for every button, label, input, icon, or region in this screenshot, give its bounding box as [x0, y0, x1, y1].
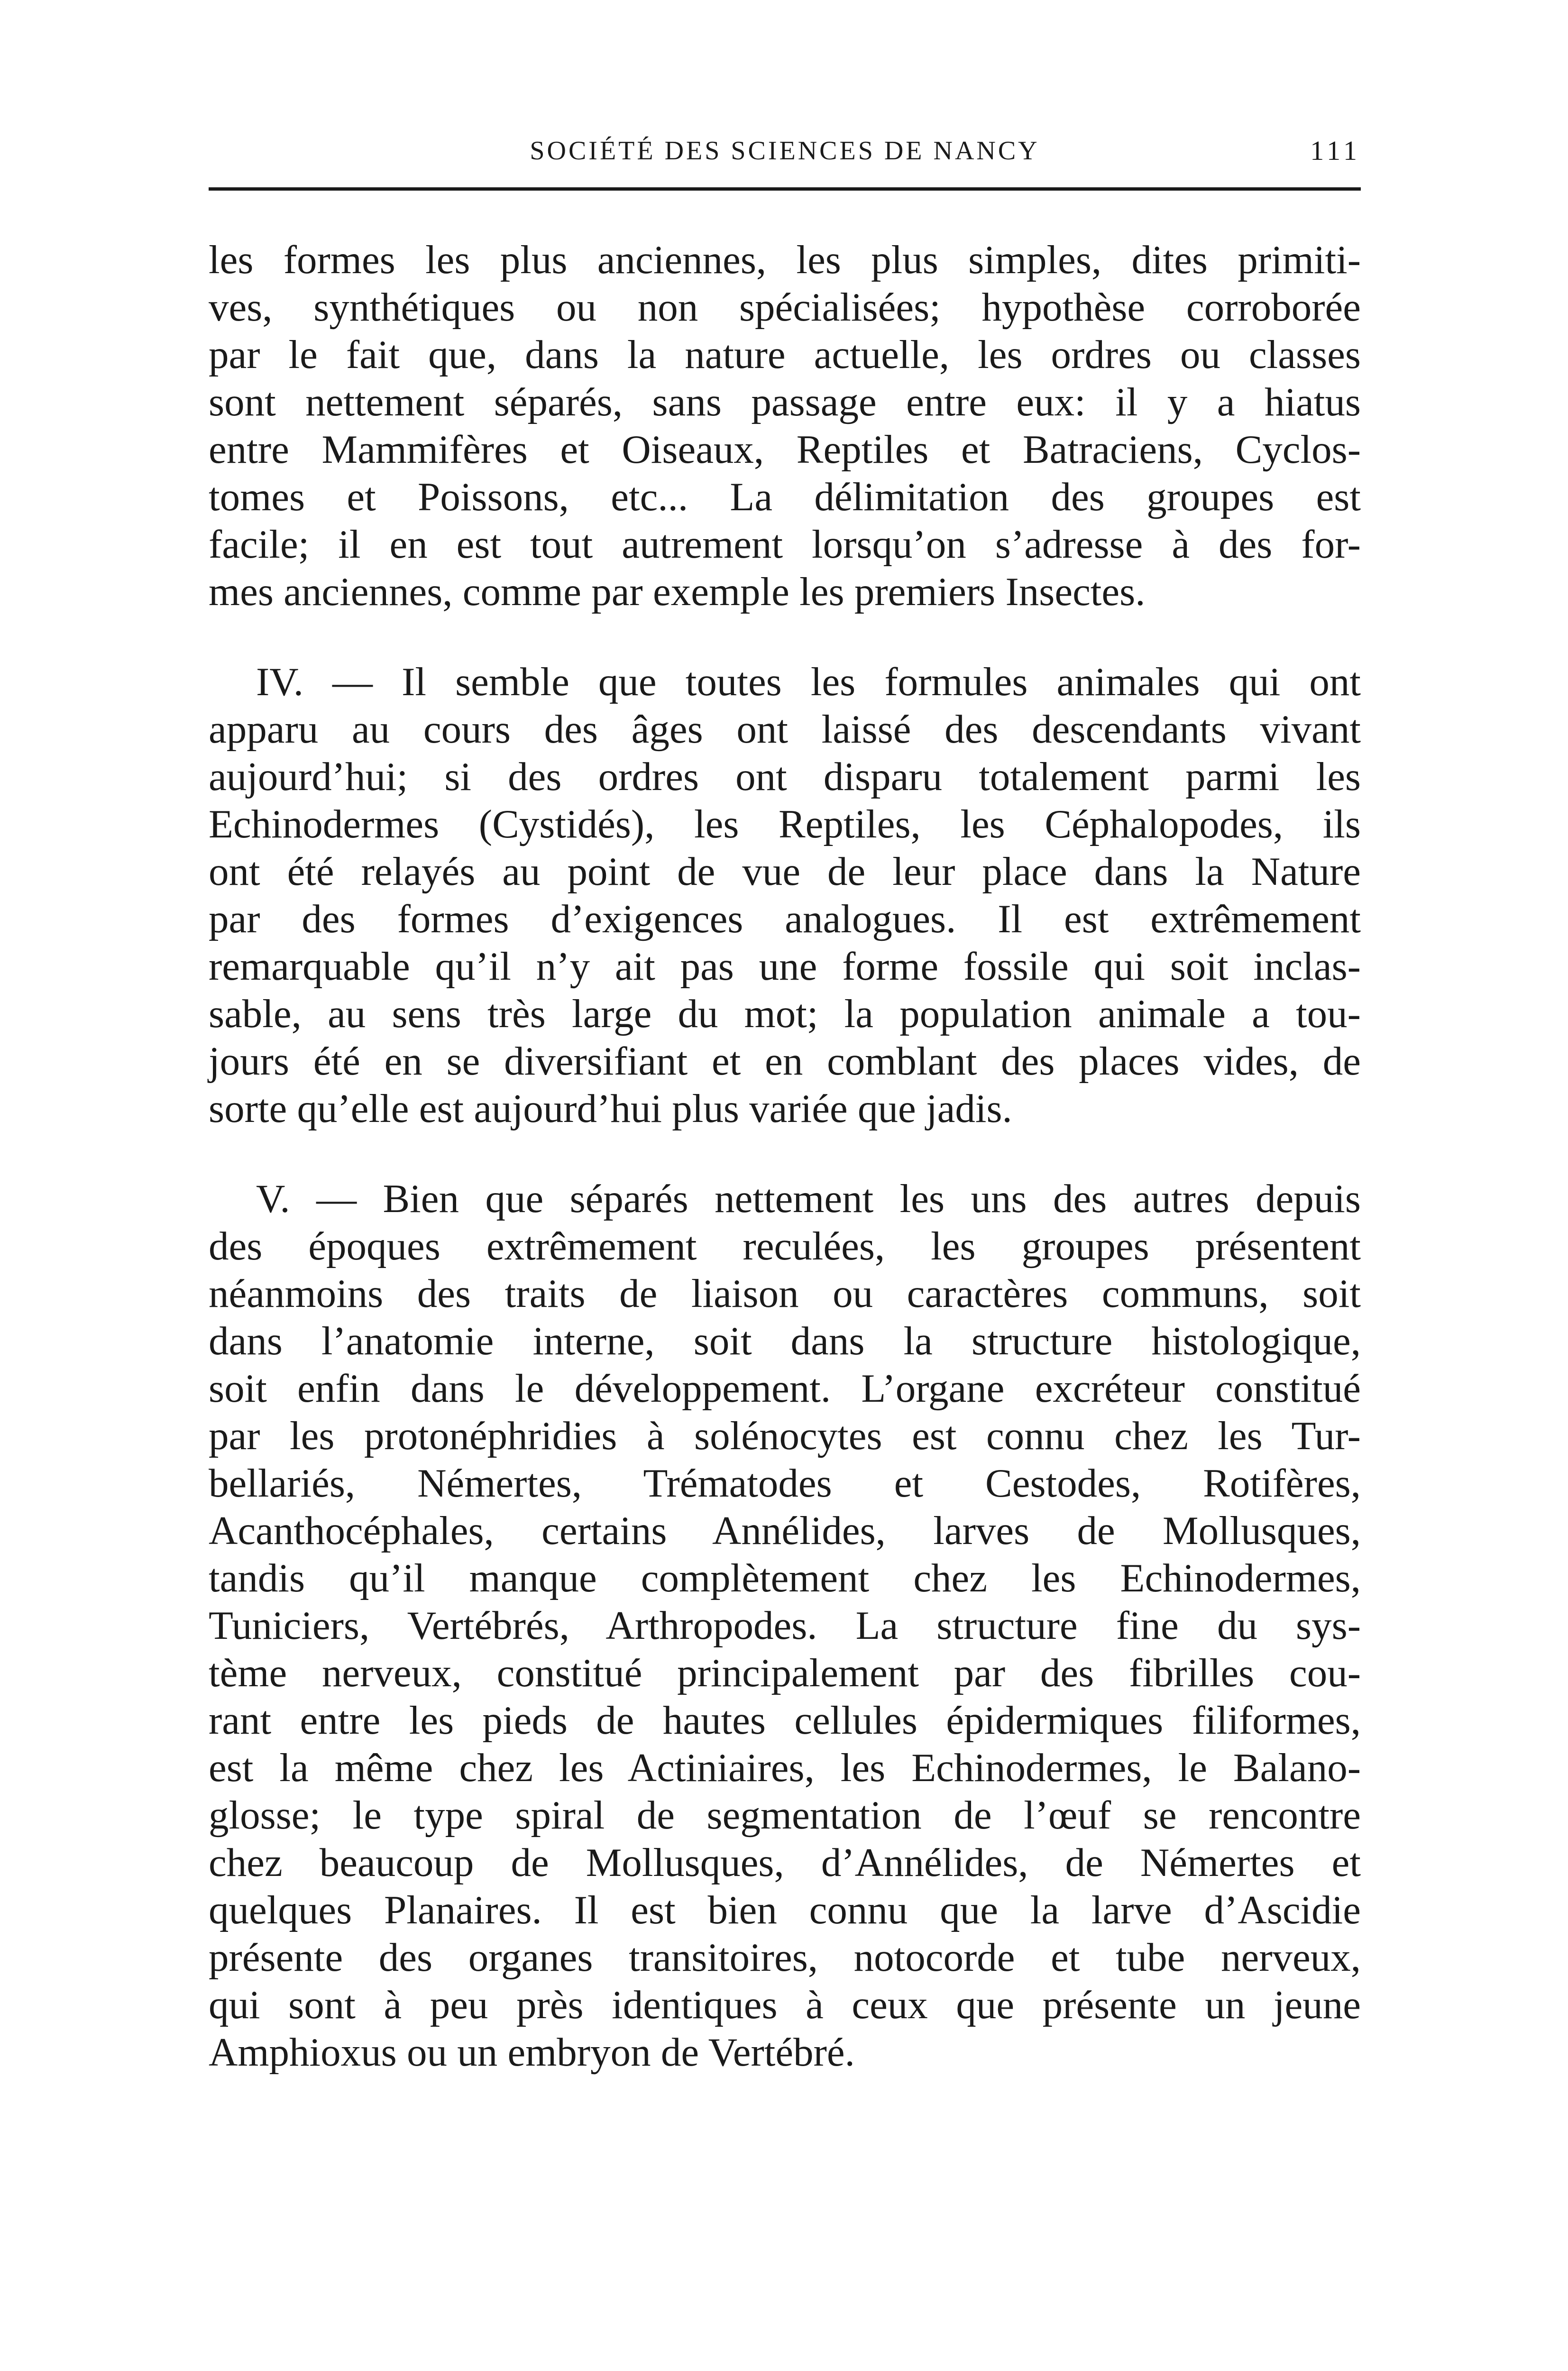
- text-line: IV. — Il semble que toutes les formules animales qui ont: [256, 660, 1361, 704]
- text-line: par le fait que, dans la nature actuelle, les ordres ou classes: [209, 332, 1361, 377]
- paragraph-continuation: [209, 236, 1361, 616]
- text-line: Echinodermes (Cystidés), les Reptiles, les Céphalopodes, ils: [209, 802, 1361, 846]
- text-line: apparu au cours des âges ont laissé des descendants vivant: [209, 707, 1361, 752]
- page-number: 111: [1310, 135, 1361, 166]
- text-line: quelques Planaires. Il est bien connu que la larve d’Ascidie: [209, 1888, 1361, 1932]
- text-line: Amphioxus ou un embryon de Vertébré.: [209, 2030, 855, 2075]
- text-line: V. — Bien que séparés nettement les uns des autres depuis: [256, 1176, 1361, 1221]
- text-line: est la même chez les Actiniaires, les Echinodermes, le Balano-: [209, 1746, 1361, 1790]
- text-line: tomes et Poissons, etc... La délimitation des groupes est: [209, 475, 1361, 519]
- header-rule: [209, 187, 1361, 191]
- text-line: par les protonéphridies à solénocytes est connu chez les Tur-: [209, 1414, 1361, 1458]
- text-line: Tuniciers, Vertébrés, Arthropodes. La structure fine du sys-: [209, 1603, 1361, 1648]
- text-line: sorte qu’elle est aujourd’hui plus variée que jadis.: [209, 1086, 1012, 1131]
- text-line: ves, synthétiques ou non spécialisées; hypothèse corroborée: [209, 285, 1361, 330]
- text-line: remarquable qu’il n’y ait pas une forme fossile qui soit inclas-: [209, 944, 1361, 989]
- journal-title: SOCIÉTÉ DES SCIENCES DE NANCY: [530, 136, 1040, 165]
- text-line: dans l’anatomie interne, soit dans la structure histologique,: [209, 1319, 1361, 1363]
- text-line: sable, au sens très large du mot; la population animale a tou-: [209, 992, 1361, 1036]
- paragraph-v: [209, 1175, 1361, 2076]
- body-text: [209, 236, 1361, 2076]
- text-line: chez beaucoup de Mollusques, d’Annélides, de Némertes et: [209, 1840, 1361, 1885]
- paragraph-iv: [209, 658, 1361, 1132]
- text-line: jours été en se diversifiant et en comblant des places vides, de: [209, 1039, 1361, 1084]
- text-line: entre Mammifères et Oiseaux, Reptiles et Batraciens, Cyclos-: [209, 427, 1361, 472]
- text-line: mes anciennes, comme par exemple les premiers Insectes.: [209, 570, 1146, 614]
- text-line: aujourd’hui; si des ordres ont disparu totalement parmi les: [209, 754, 1361, 799]
- text-line: bellariés, Némertes, Trématodes et Cestodes, Rotifères,: [209, 1461, 1361, 1506]
- text-line: tandis qu’il manque complètement chez les Echinodermes,: [209, 1556, 1361, 1600]
- text-line: par des formes d’exigences analogues. Il est extrêmement: [209, 897, 1361, 941]
- text-line: sont nettement séparés, sans passage entre eux: il y a hiatus: [209, 380, 1361, 424]
- text-line: des époques extrêmement reculées, les groupes présentent: [209, 1224, 1361, 1268]
- text-line: présente des organes transitoires, notocorde et tube nerveux,: [209, 1935, 1361, 1980]
- running-head: [209, 132, 1361, 170]
- text-line: tème nerveux, constitué principalement par des fibrilles cou-: [209, 1651, 1361, 1695]
- text-line: glosse; le type spiral de segmentation de l’œuf se rencontre: [209, 1793, 1361, 1838]
- text-line: qui sont à peu près identiques à ceux que présente un jeune: [209, 1983, 1361, 2027]
- text-line: rant entre les pieds de hautes cellules épidermiques filiformes,: [209, 1698, 1361, 1743]
- text-line: soit enfin dans le développement. L’organe excréteur constitué: [209, 1366, 1361, 1411]
- text-line: facile; il en est tout autrement lorsqu’on s’adresse à des for-: [209, 522, 1361, 567]
- text-line: Acanthocéphales, certains Annélides, larves de Mollusques,: [209, 1508, 1361, 1553]
- text-line: néanmoins des traits de liaison ou caractères communs, soit: [209, 1271, 1361, 1316]
- text-line: ont été relayés au point de vue de leur place dans la Nature: [209, 849, 1361, 894]
- text-line: les formes les plus anciennes, les plus simples, dites primiti-: [209, 238, 1361, 282]
